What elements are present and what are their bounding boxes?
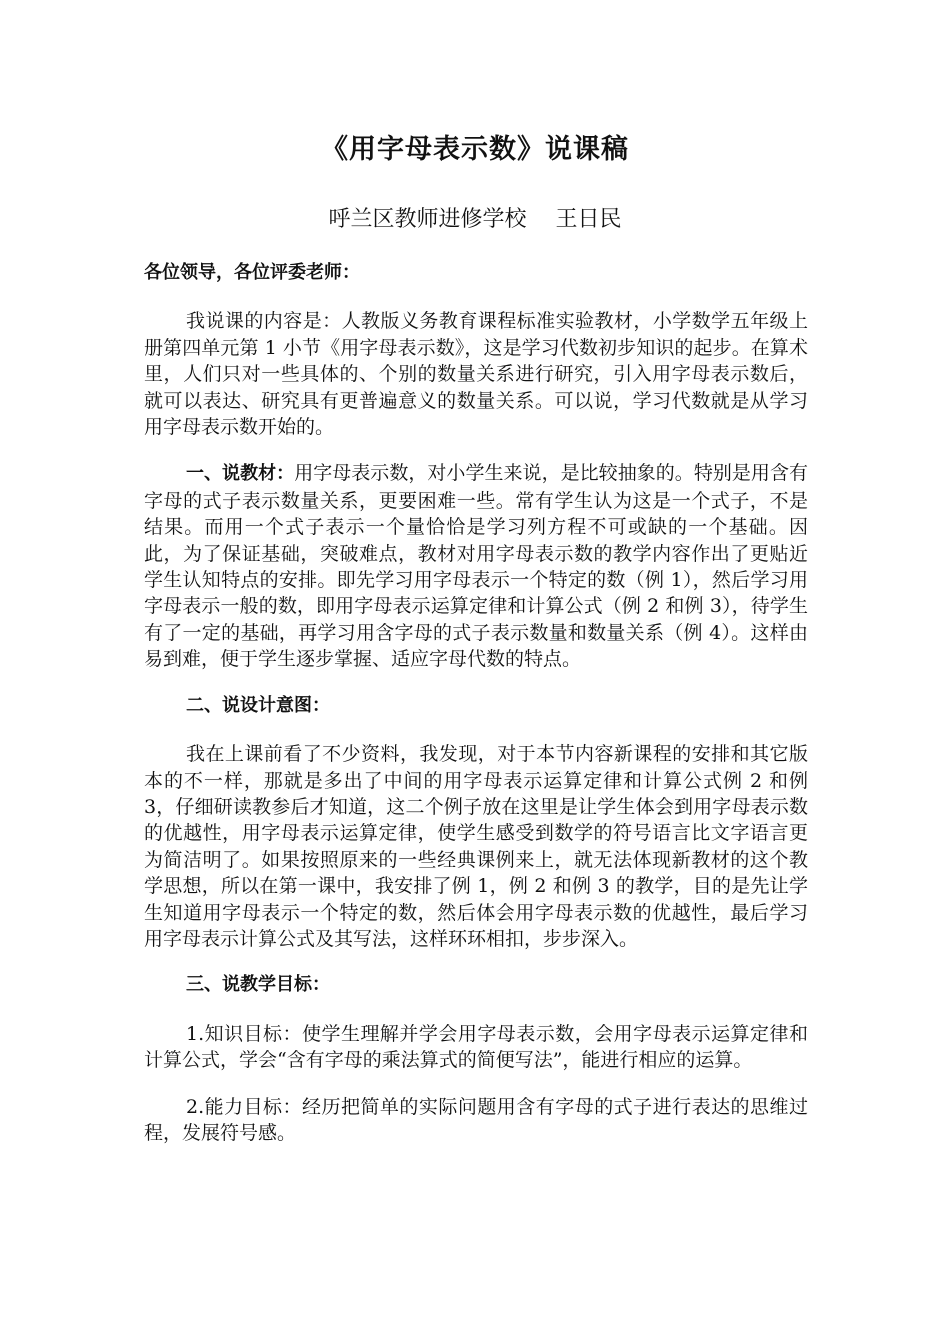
document-body — [144, 260, 808, 1166]
section-teaching-material — [144, 460, 808, 672]
author-line: 呼兰区教师进修学校 王日民 — [328, 207, 622, 232]
section-heading-1: 一、说教材： — [186, 463, 295, 485]
section-text-1: 用字母表示数，对小学生来说，是比较抽象的。特别是用含有字母的式子表示数量关系，更要困难一些。常有学生认为这是一个式子，不是结果。而用一个式子表示一个量恰恰是学习列方程不可或缺的一个基础。因此，为了保证基础，突破难点，教材对用字母表示数的教学内容作出了更贴近学生认知特点的安排。即先学习用字母表示一个特定的数（例 1），然后学习用字母表示一般的数，即用字母表示运算定律和计算公式（例 2 和例 3），待学生有了一定的基础，再学习用含字母的式子表示数量和数量关系（例 4）。这样由易到难，便于学生逐步掌握、适应字母代数的特点。 — [144, 462, 808, 671]
section-heading-3: 三、说教学目标： — [186, 974, 330, 996]
salutation: 各位领导，各位评委老师： — [144, 262, 360, 283]
section-design-intent: 我在上课前看了不少资料，我发现，对于本节内容新课程的安排和其它版本的不一样，那就是多出了中间的用字母表示运算定律和计算公式例 2 和例 3，仔细研读教参后才知道，这二个例子放在这里是让学生体会到用字母表示数的优越性，用字母表示运算定律，使学生感受到数学的符号语言比文字语言更为简洁明了。如果按照原来的一些经典课例来上，就无法体现新教材的这个教学思想，所以在第一课中，我安排了例 1，例 2 和例 3 的教学，目的是先让学生知道用字母表示一个特定的数，然后体会用字母表示数的优越性，最后学习用字母表示计算公式及其写法，这样环环相扣，步步深入。 — [144, 743, 808, 950]
document-title: 《用字母表示数》说课稿 — [321, 134, 629, 165]
section-heading-2: 二、说设计意图： — [186, 694, 330, 716]
goal-ability: 2.能力目标：经历把简单的实际问题用含有字母的式子进行表达的思维过程，发展符号感。 — [144, 1095, 808, 1144]
intro-paragraph: 我说课的内容是：人教版义务教育课程标准实验教材，小学数学五年级上册第四单元第 1 小节《用字母表示数》，这是学习代数初步知识的起步。在算术里，人们只对一些具体的、个别的数量关系进行研究，引入用字母表示数后，就可以表达、研究具有更普遍意义的数量关系。可以说，学习代数就是从学习用字母表示数开始的。 — [144, 310, 808, 439]
goal-knowledge: 1.知识目标：使学生理解并学会用字母表示数，会用字母表示运算定律和计算公式，学会“含有字母的乘法算式的简便写法”，能进行相应的运算。 — [144, 1022, 808, 1072]
